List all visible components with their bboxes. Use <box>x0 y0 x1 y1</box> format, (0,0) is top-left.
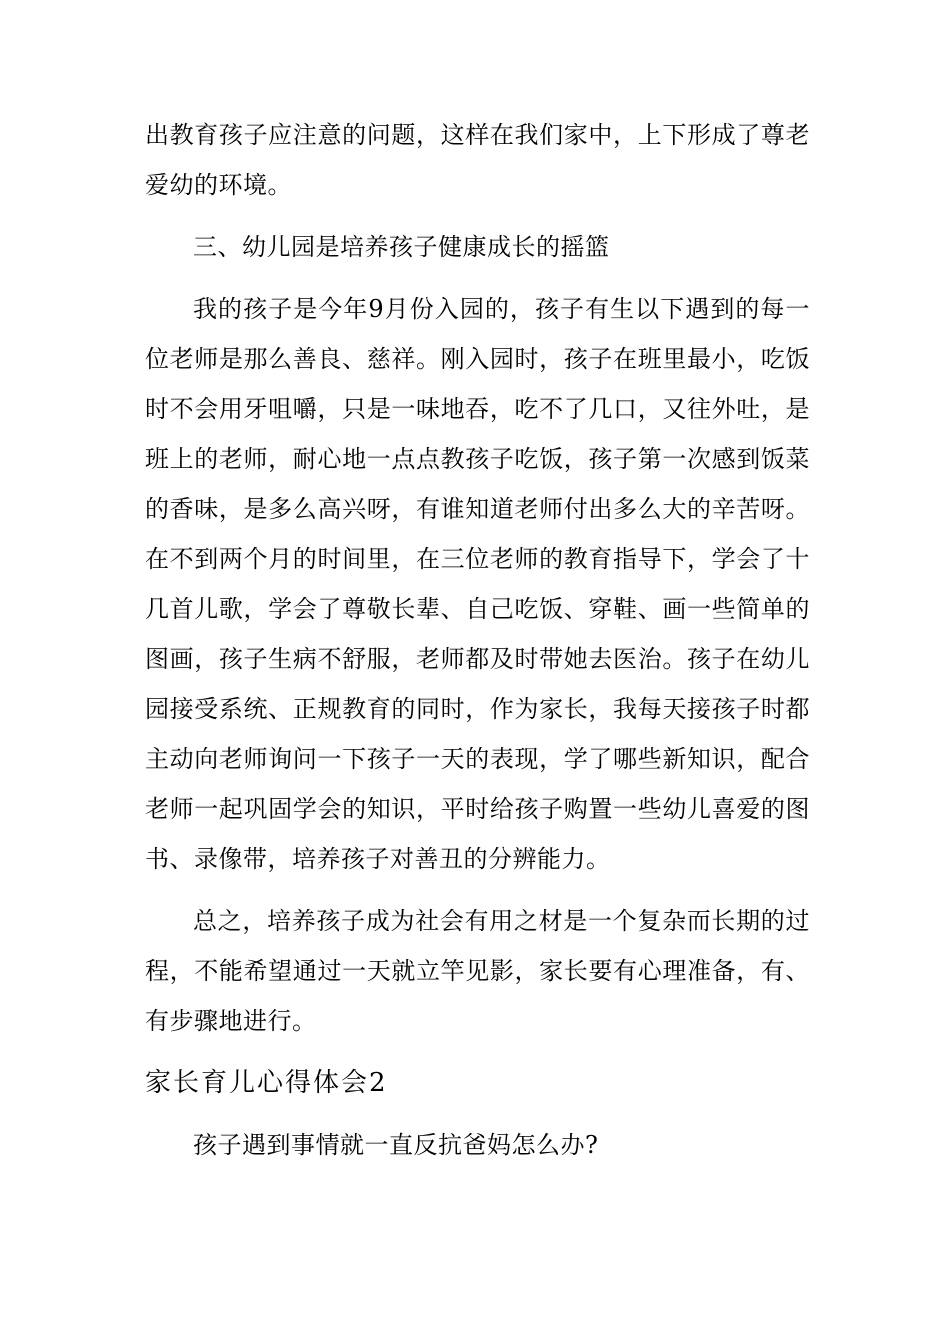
paragraph-continuation: 出教育孩子应注意的问题，这样在我们家中，上下形成了尊老爱幼的环境。 <box>145 121 810 199</box>
section-heading-kindergarten: 三、幼儿园是培养孩子健康成长的摇篮 <box>193 233 610 261</box>
question-line: 孩子遇到事情就一直反抗爸妈怎么办? <box>193 1131 599 1159</box>
document-body <box>145 110 810 1170</box>
paragraph-conclusion: 总之，培养孩子成为社会有用之材是一个复杂而长期的过程，不能希望通过一天就立竿见影，家长要有心理准备，有、有步骤地进行。 <box>145 907 810 1035</box>
paragraph-kindergarten: 我的孩子是今年9月份入园的，孩子有生以下遇到的每一位老师是那么善良、慈祥。刚入园时，孩子在班里最小，吃饭时不会用牙咀嚼，只是一味地吞，吃不了几口，又往外吐，是班上的老师，耐心地一点点教孩子吃饭，孩子第一次感到饭菜的香味，是多么高兴呀，有谁知道老师付出多么大的辛苦呀。在不到两个月的时间里，在三位老师的教育指导下，学会了十几首儿歌，学会了尊敬长辈、自己吃饭、穿鞋、画一些简单的图画，孩子生病不舒服，老师都及时带她去医治。孩子在幼儿园接受系统、正规教育的同时，作为家长，我每天接孩子时都主动向老师询问一下孩子一天的表现，学了哪些新知识，配合老师一起巩固学会的知识，平时给孩子购置一些幼儿喜爱的图书、录像带，培养孩子对善丑的分辨能力。 <box>145 295 810 873</box>
article-heading: 家长育儿心得体会2 <box>145 1068 388 1098</box>
